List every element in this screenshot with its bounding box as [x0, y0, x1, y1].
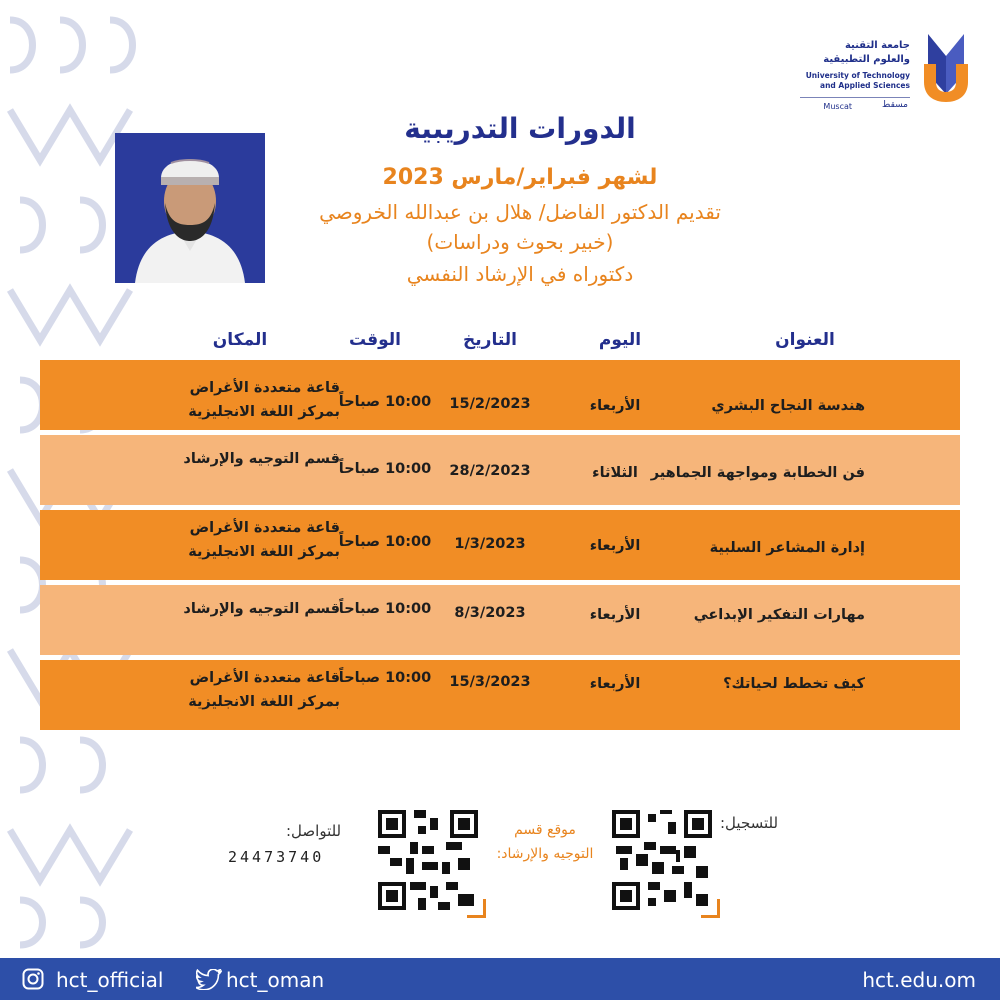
column-header-day: اليوم [598, 330, 642, 350]
course-date: 1/3/2023 [454, 536, 526, 552]
course-time: 10:00 صباحاً [338, 394, 432, 410]
course-place [150, 597, 340, 621]
course-date: 8/3/2023 [454, 605, 526, 621]
course-title: كيف تخطط لحياتك؟ [723, 676, 865, 692]
course-place-line1: قسم التوجيه والإرشاد [183, 451, 340, 467]
course-time: 10:00 صباحاً [338, 461, 432, 477]
presenter-illustration [115, 133, 265, 283]
table-row [40, 585, 960, 655]
table-row [40, 660, 960, 730]
contact-phone[interactable]: 24473740 [228, 848, 325, 866]
course-date: 28/2/2023 [449, 463, 531, 479]
course-place [150, 666, 340, 714]
column-header-title: العنوان [775, 330, 835, 350]
course-title: إدارة المشاعر السلبية [709, 540, 865, 556]
course-day: الأربعاء [589, 398, 641, 414]
page-title: الدورات التدريبية [404, 112, 636, 145]
qr-frame-corner [467, 899, 486, 918]
logo-arabic-line2: والعلوم التطبيقية [823, 54, 910, 65]
course-date: 15/2/2023 [449, 396, 531, 412]
course-place-line1: قسم التوجيه والإرشاد [183, 601, 340, 617]
course-date: 15/3/2023 [449, 674, 531, 690]
course-place-line1: قاعة متعددة الأغراض [189, 380, 340, 396]
course-day: الأربعاء [589, 607, 641, 623]
department-site-label-line1: موقع قسم [514, 822, 576, 838]
course-place [150, 447, 340, 471]
table-row [40, 435, 960, 505]
instagram-handle[interactable]: hct_official [56, 968, 164, 992]
table-row [40, 510, 960, 580]
course-day: الأربعاء [589, 676, 641, 692]
course-title: هندسة النجاح البشري [711, 398, 865, 414]
course-place-line1: قاعة متعددة الأغراض [189, 670, 340, 686]
logo-city-arabic: مسقط [882, 100, 908, 110]
course-time: 10:00 صباحاً [338, 670, 432, 686]
logo-city-english: Muscat [823, 102, 852, 111]
course-day: الأربعاء [589, 538, 641, 554]
contact-label: للتواصل: [286, 822, 342, 840]
university-logo-mark [922, 34, 970, 102]
logo-english-line2: and Applied Sciences [820, 81, 910, 90]
logo-divider [800, 97, 910, 98]
footer-bar [0, 958, 1000, 1000]
qr-frame-corner [701, 899, 720, 918]
register-label: للتسجيل: [720, 814, 779, 832]
twitter-handle[interactable]: hct_oman [226, 968, 325, 992]
register-qr-code[interactable] [612, 810, 712, 910]
presenter-photo [115, 133, 265, 283]
presenter-line: تقديم الدكتور الفاضل/ هلال بن عبدالله الخروصي [319, 200, 721, 224]
course-place [150, 376, 340, 424]
column-header-place: المكان [212, 330, 268, 350]
period-subtitle: لشهر فبراير/مارس 2023 [382, 165, 658, 190]
course-place-line1: قاعة متعددة الأغراض [189, 520, 340, 536]
table-row [40, 360, 960, 430]
course-place [150, 516, 340, 564]
logo-arabic-line1: جامعة التقنية [844, 40, 910, 51]
course-time: 10:00 صباحاً [338, 534, 432, 550]
twitter-icon [196, 969, 222, 990]
website-link[interactable]: hct.edu.om [862, 968, 976, 992]
course-day: الثلاثاء [592, 465, 638, 481]
department-site-label [480, 818, 610, 866]
course-title: مهارات التفكير الإبداعي [693, 607, 865, 623]
department-site-label-line2: التوجيه والإرشاد: [496, 846, 594, 862]
instagram-icon [22, 968, 44, 990]
course-place-line2: بمركز اللغة الانجليزية [188, 694, 340, 710]
logo-english-line1: University of Technology [805, 71, 910, 80]
course-time: 10:00 صباحاً [338, 601, 432, 617]
presenter-role: (خبير بحوث ودراسات) [426, 230, 614, 254]
university-logo [795, 34, 970, 124]
course-title: فن الخطابة ومواجهة الجماهير [650, 465, 865, 481]
column-header-time: الوقت [349, 330, 401, 350]
presenter-degree: دكتوراه في الإرشاد النفسي [406, 262, 634, 286]
department-qr-code[interactable] [378, 810, 478, 910]
qr-code-icon [612, 810, 712, 910]
course-place-line2: بمركز اللغة الانجليزية [188, 404, 340, 420]
qr-code-icon [378, 810, 478, 910]
column-header-date: التاريخ [463, 330, 517, 350]
course-place-line2: بمركز اللغة الانجليزية [188, 544, 340, 560]
